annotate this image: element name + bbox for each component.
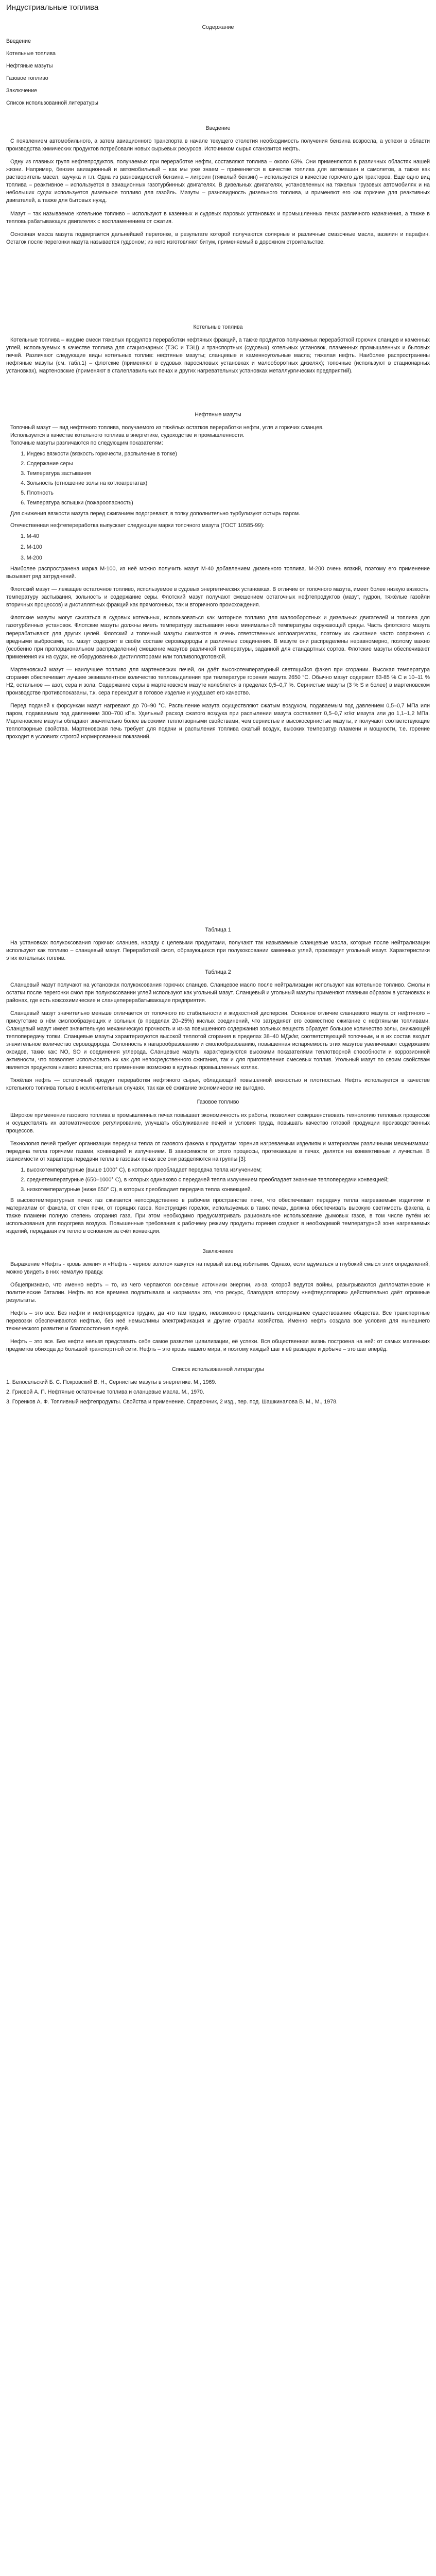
toc-item[interactable]: Нефтяные мазуты — [6, 63, 53, 70]
toc-heading: Содержание — [202, 24, 234, 30]
mazut-paragraph: Флотский мазут — лежащее остаточное топливо, используемое в судовых энергетических установках. В отличие от топочного мазута, имеет более низкую вязкость, температуру застывания, зольность и содержание серы. Флотский мазут получают смешением остаточных нефтепродуктов (мазут, гудрон, тяжёлые газойли вторичных процессов) и дистиллятных фракций как прямогонных, так и вторичного происхождения. — [6, 586, 430, 608]
toc-item[interactable]: Заключение — [6, 88, 38, 94]
mazut-paragraph: Флотские мазуты могут сжигаться в судовых котельных, использоваться как моторное топливо для малооборотных и дизельных двигателей и топлива для газотурбинных установок. Флотские мазуты должны иметь температуру застывания ниже минимальной температуры окружающей среды. Часть флотского мазута перерабатывают для других целей. Флотский и топочный мазуты сжигаются в очень ответственных котлоагрегатах, поэтому их сжигание часто сопряжено с вредными выбросами, т.к. мазут содержит в своём составе сероводороды и различные соединения. В мазуте они распределены неравномерно, поэтому важно (особенно при пропорциональном распределении) смешение мазутов различной температуры, заданной для стандартных сортов. Флотские мазуты обеспечивают применения их на судах, не оборудованных дистилляторами или топливоподготовкой. — [6, 615, 430, 660]
conclusion-paragraph: Нефть – это все. Без нефти и нефтепродуктов трудно, да что там трудно, невозможно представить сегодняшнее существование общества. Все транспортные перевозки обеспечиваются нефтью, без неё немыслимы электрификация и другие отрасли хозяйства. Именно нефть создала все условия для нынешнего технического развития и благосостояния людей. — [6, 1310, 430, 1332]
list-item: 5. Плотность — [27, 489, 430, 497]
mazut-paragraph: Перед подачей к форсункам мазут нагревают до 70–90 °С. Распыление мазута осуществляют сжатым воздухом, подаваемым под давлением 0,5–0,7 МПа или паром, подаваемым под давлением 300–700 кПа. Удельный расход сжатого воздуха при распылении мазута составляет 0,5–0,7 кг/кг мазута или до 1,1–1,2 МПа. Мартеновские мазуты обладают значительно более высокими теплотворными свойствами, чем сернистые и высокосернистые мазуты, и получают соответствующие теплотворные свойства. Мартеновская печь требует для подачи и распыления топлива сжатый воздух, высоких температур пламени и мощности, т.е. горение проходит в условиях строгой нормированных показаний. — [6, 702, 430, 740]
toc-list — [6, 38, 430, 107]
gas-paragraph: Технология печей требует организации передачи тепла от газового факела к продуктам горения нагреваемым изделиям и материалам различными механизмами: передача тепла горячими газами, конвекцией и излучением. В зависимости от этого процессы, протекающие в печах, делятся на конвективные и лучистые. В зависимости от характера передачи тепла в газовых печах все они разделяются на группы [3]: — [6, 1140, 430, 1162]
table2-paragraph: Тяжёлая нефть — остаточный продукт переработки нефтяного сырья, обладающий повышенной вязкостью и плотностью. Нефть используется в качестве котельного топлива только в исключительных случаях, так как её сжигание экономически не выгодно. — [6, 1077, 430, 1092]
reference-item: 1. Белосельский Б. С. Покровский В. Н., Сернистые мазуты в энергетике. М., 1969. — [6, 1379, 217, 1386]
table2-heading: Таблица 2 — [205, 969, 231, 976]
list-item: 4. Зольность (отношение золы на котлоагрегатах) — [27, 480, 430, 487]
mazut-properties-list — [21, 450, 430, 507]
list-item: 3. М-200 — [21, 555, 42, 562]
conclusion-paragraph: Общепризнано, что именно нефть – то, из чего черпаются основные источники энергии, из-за которой ведутся войны, разыгрываются дипломатические и политические баталии. Нефть во все времена подпитывала и «кормила» это, что ресурс, благодаря которому «нефтедолларов» действительно даёт огромные результаты. — [6, 1282, 430, 1304]
table1-heading: Таблица 1 — [205, 926, 231, 933]
gas-heading: Газовое топливо — [197, 1099, 239, 1106]
list-item: 1. высокотемпературные (выше 1000° С), в которых преобладает передача тепла излучением; — [27, 1166, 430, 1174]
mazut-grades-list — [21, 533, 430, 562]
references-heading: Список использованной литературы — [172, 1366, 264, 1373]
gas-furnace-list — [21, 1166, 430, 1194]
conclusion-heading: Заключение — [202, 1248, 234, 1255]
list-item: 3. низкотемпературные (ниже 650° С), в которых преобладает передача тепла конвекцией. — [27, 1186, 430, 1194]
mazut-heading: Нефтяные мазуты — [195, 411, 241, 418]
gas-paragraph: В высокотемпературных печах газ сжигается непосредственно в рабочем пространстве печи, что обеспечивает передачу тепла нагреваемым изделиям и материалам от факела, от стен печи, от горящих газов. Конструкция горелок, используемых в таких печах, должна обеспечивать высокую светимость факела, а также пламени полную степень сгорания газа. При этом необходимо предусматривать рациональное использование дымовых газов, в том числе путём их использования для подогрева воздуха. Повышенные требования к рабочему режиму продукты горения создают в необходимой температурной зоне нагреваемых изделий, передавая им тепло в основном за счёт конвекции. — [6, 1197, 430, 1234]
table2-paragraph: Сланцевый мазут получают на установках полукоксования горючих сланцев. Сланцевое масло после нейтрализации используют как котельное топливо. Смолы и остатки после перегонки смол при полукоксовании углей используют как угольный мазут. Сланцевый и угольный мазуты применяют главным образом в установках и районах, где есть коксохимические и сланцеперерабатывающие предприятия. — [6, 982, 430, 1004]
list-item: 2. среднетемпературные (650–1000° С), в которых одинаково с передачей тепла излучением преобладает значение теплопередачи конвекцией; — [27, 1176, 430, 1184]
mazut-paragraph: Используется в качестве котельного топлива в энергетике, судоходстве и промышленности. — [10, 432, 245, 438]
boiler-paragraph: Котельные топлива – жидкие смеси тяжелых продуктов переработки нефтяных фракций, а также продуктов получаемых переработкой горючих сланцев и каменных углей, используемых в качестве топлива для стационарных (ТЭС и ТЭЦ) и транспортных (судовых) котельных установок, пламенных промышленных и бытовых печей. Различают следующие виды котельных топлив: нефтяные мазуты; сланцевые и каменноугольные масла; тяжелая нефть. Наиболее распространены нефтяные мазуты (см. табл.1) – флотские (применяют в судовых паросиловых установках и малооборотных дизелях); топочные (используют в стационарных установках), мартеновские (применяют в сталеплавильных печах и других нагревательных установках металлургических предприятий). — [6, 336, 430, 374]
reference-item: 2. Грисвой А. П. Нефтяные остаточные топлива и сланцевые масла. М., 1970. — [6, 1389, 204, 1396]
table1-paragraph: На установках полукоксования горючих сланцев, наряду с целевыми продуктами, получают так называемые сланцевые масла, которые после нейтрализации используют как топливо – сланцевый мазут. Переработкой смол, образующихся при полукоксовании каменных углей, производят угольный мазут. Характеристики этих котельных топлив. — [6, 939, 430, 961]
intro-paragraph: С появлением автомобильного, а затем авиационного транспорта в начале текущего столетия необходимость получения бензина возросла, а успехи в области производства химических продуктов потребовали новых сырьевых ресурсов. Источником сырья становится нефть. — [6, 138, 430, 152]
conclusion-paragraph: Выражение «Нефть - кровь земли» и «Нефть - черное золото» кажутся на первый взгляд избитыми. Однако, если вдуматься в глубокий смысл этих определений, можно увидеть в них немалую правду. — [6, 1261, 430, 1275]
toc-item[interactable]: Список использованной литературы — [6, 100, 98, 107]
toc-item[interactable]: Газовое топливо — [6, 75, 48, 82]
toc-item[interactable]: Введение — [6, 38, 31, 45]
table2-paragraph: Сланцевый мазут значительно меньше отличается от топочного по стабильности и жидкостной дисперсии. Основное отличие сланцевого мазута от нефтяного – присутствие в нём смолообразующих и зольных (в пределах 20–25%) кислых соединений, что затрудняет его совместное сжигание с нефтяными топливами. Сланцевый мазут имеет значительную механическую прочность и из-за повышенного содержания зольных веществ образует большое количество золы, снижающей теплопередачу топки. Сланцевые мазуты характеризуются высокой теплотой сгорания в пределах 38–40 МДж/кг, соответствующей топочным, и в их состав входит значительное количество сероводорода. Склонность к нагарообразованию и смолообразованию, повышенная испаряемость этих мазутов увеличивают содержание оксидов, таких как: NO, SO и соединения углерода. Сланцевые мазуты характеризуются высокими показателями теплотворной способности и коррозионной активности, что позволяет использовать их как для непосредственного сжигания, так и для приготовления смесевых топлив. Угольный мазут по своим свойствам является продуктом низкого качества; его применение возможно в крупных промышленных котлах. — [6, 1010, 430, 1071]
mazut-paragraph: Топочные мазуты различаются по следующим показателям: — [10, 439, 163, 446]
mazut-paragraph: Отечественная нефтепереработка выпускает следующие марки топочного мазута (ГОСТ 10585-99): — [10, 522, 265, 529]
mazut-paragraph: Топочный мазут — вид нефтяного топлива, получаемого из тяжёлых остатков переработки нефти, угля и горючих сланцев. — [10, 424, 324, 431]
intro-paragraph: Мазут – так называемое котельное топливо – используют в казенных и судовых паровых установках и промышленных печах различного назначения, а также в тепловырабатывающих двигателях с воспламенением от сжатия. — [6, 210, 430, 225]
mazut-paragraph: Мартеновский мазут — наилучшее топливо для мартеновских печей, он даёт высокотемпературный светящийся факел при сгорании. Высокая температура сгорания обеспечивает лучшее эквивалентное количество тепловыделения при температуре горения мазута 2650 °С. Обычно мазут содержит 83-85 % С и 10–11 % Н2, остальное — азот, сера и зола. Содержание серы в мартеновском мазуте колеблется в пределах 0,5–0,7 %. Сернистые мазуты (3 % S и более) в мартеновском производстве противопоказаны, т.к. сера переходит в готовое изделие и ухудшает его качество. — [6, 666, 430, 696]
intro-paragraph: Одну из главных групп нефтепродуктов, получаемых при переработке нефти, составляют топлива – около 63%. Они применяются в различных областях нашей жизни. Например, бензин авиационный и автомобильный – как мы уже знаем – применяется в качестве топлива для автомашин и самолетов, а также как растворитель масел, каучука и т.п. Одна из разновидностей бензина – лигроин (тяжелый бензин) – используется в качестве горючего для тракторов. Еще одно вид топлива – реактивное – используется в авиационных газотурбинных двигателях. В дизельных двигателях, установленных на тяжелых грузовых автомобилях и на небольших судах используется дизельное топливо для газойль. Мазуты – разновидность дизельного топлива, и применяют его как горючее для реактивных двигателей, а также для бытовых нужд. — [6, 159, 430, 204]
toc-item[interactable]: Котельные топлива — [6, 50, 56, 57]
document-body — [6, 24, 430, 1406]
boiler-heading: Котельные топлива — [193, 324, 243, 330]
intro-heading: Введение — [205, 125, 231, 132]
reference-item: 3. Горенков А. Ф. Топливный нефтепродукты. Свойства и применение. Справочник, 2 изд., пер. под. Шашкиналова В. М., М., 1978. — [6, 1399, 338, 1405]
list-item: 1. Индекс вязкости (вязкость горючести, распыление в топке) — [27, 450, 430, 458]
list-item: 2. Содержание серы — [27, 460, 430, 468]
list-item: 3. Температура застывания — [27, 470, 430, 478]
mazut-paragraph: Для снижения вязкости мазута перед сжиганием подогревают, в топку дополнительно турбулизуют остырь паром. — [10, 511, 301, 517]
gas-paragraph: Широкое применение газового топлива в промышленных печах повышает экономичность их работы, позволяет совершенствовать технологию тепловых процессов и осуществлять их автоматическое регулирование, улучшать обслуживание печей и условия труда, повышать качество готовой продукции производственных процессов. — [6, 1112, 430, 1134]
mazut-paragraph: Наиболее распространена марка М-100, из неё можно получить мазут М-40 добавлением дизельного топлива. М-200 очень вязкий, поэтому его применение вызывает ряд затруднений. — [6, 566, 430, 580]
document-title: Индустриальные топлива — [6, 3, 99, 12]
intro-paragraph: Основная масса мазута подвергается дальнейшей перегонке, в результате которой получаются солярные и различные смазочные масла, вазелин и парафин. Остаток после перегонки мазута называется гудроном; из него изготовляют битум, применяемый в дорожном строительстве. — [6, 231, 430, 245]
references-list — [6, 1379, 430, 1406]
list-item: 1. М-40 — [21, 533, 39, 540]
list-item: 2. М-100 — [21, 544, 42, 551]
conclusion-paragraph: Нефть – это все. Без нефти нельзя представить себе самое развитие цивилизации, её успехи. Вся общественная жизнь построена на ней: от самых маленьких предметов обихода до большой транспортной сети. Нефть – это кровь нашего мира, и поэтому каждый шаг к её разведке и добыче – это шаг вперёд. — [6, 1338, 430, 1353]
list-item: 6. Температура вспышки (пожароопасность) — [27, 499, 430, 507]
